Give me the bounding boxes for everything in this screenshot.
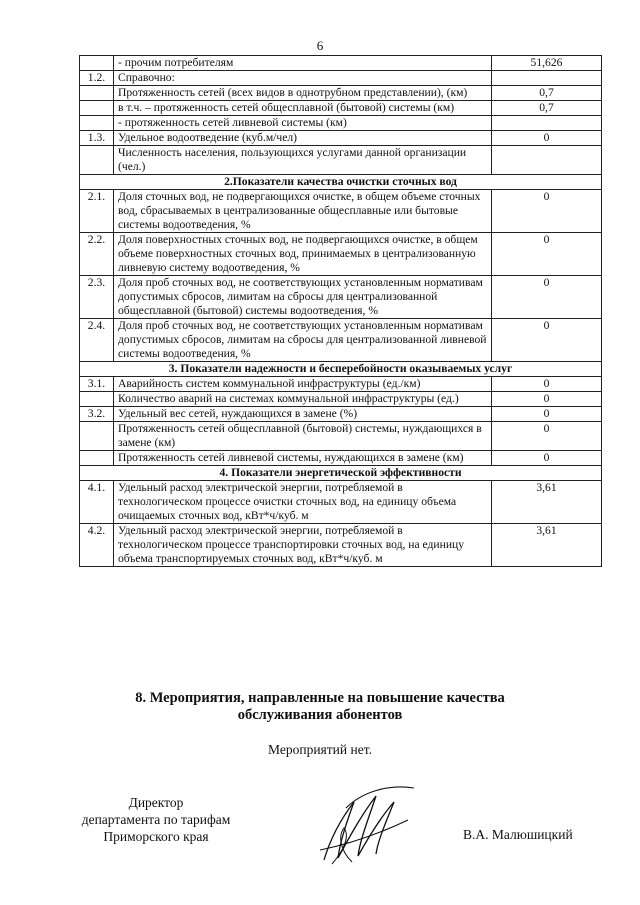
row-value: 3,61: [492, 481, 602, 524]
row-value: 0: [492, 319, 602, 362]
director-line2: департамента по тарифам: [81, 812, 231, 827]
row-description: Удельное водоотведение (куб.м/чел): [114, 131, 492, 146]
table-row: [80, 524, 602, 567]
table-row: [80, 319, 602, 362]
row-number: [80, 116, 114, 131]
section-header-text: 3. Показатели надежности и бесперебойности оказываемых услуг: [80, 362, 602, 377]
table-row: [80, 392, 602, 407]
section-header-row: [80, 362, 602, 377]
table-row: [80, 146, 602, 175]
row-number: 1.3.: [80, 131, 114, 146]
row-number: [80, 101, 114, 116]
section-8-heading-line1: 8. Мероприятия, направленные на повышение качества: [135, 690, 505, 706]
table-row: [80, 101, 602, 116]
row-value: 0: [492, 377, 602, 392]
row-number: [80, 146, 114, 175]
row-number: 1.2.: [80, 71, 114, 86]
row-value: 0: [492, 407, 602, 422]
row-number: 2.4.: [80, 319, 114, 362]
row-value: 0: [492, 451, 602, 466]
row-number: 3.1.: [80, 377, 114, 392]
row-value: 0: [492, 233, 602, 276]
row-description: Удельный вес сетей, нуждающихся в замене (%): [114, 407, 492, 422]
row-value: 0: [492, 392, 602, 407]
row-description: Протяженность сетей общесплавной (бытовой) системы, нуждающихся в замене (км): [114, 422, 492, 451]
section-header-text: 2.Показатели качества очистки сточных вод: [80, 175, 602, 190]
row-number: 4.1.: [80, 481, 114, 524]
row-description: Справочно:: [114, 71, 492, 86]
row-number: [80, 422, 114, 451]
row-value: 0,7: [492, 101, 602, 116]
row-number: 2.3.: [80, 276, 114, 319]
row-value: 0,7: [492, 86, 602, 101]
table-row: [80, 377, 602, 392]
row-value: 0: [492, 131, 602, 146]
table-row: [80, 56, 602, 71]
director-line3: Приморского края: [103, 829, 209, 844]
table-row: [80, 481, 602, 524]
table-row: [80, 86, 602, 101]
row-number: [80, 86, 114, 101]
row-value: [492, 116, 602, 131]
section-header-text: 4. Показатели энергетической эффективности: [80, 466, 602, 481]
table-row: [80, 71, 602, 86]
section-header-row: [80, 175, 602, 190]
section-8-heading: [0, 690, 640, 724]
row-value: 0: [492, 276, 602, 319]
no-events-text: Мероприятий нет.: [268, 742, 372, 757]
table-row: [80, 131, 602, 146]
table-row: [80, 451, 602, 466]
row-description: в т.ч. – протяженность сетей общесплавной (бытовой) системы (км): [114, 101, 492, 116]
row-value: 0: [492, 422, 602, 451]
table-row: [80, 407, 602, 422]
row-description: Количество аварий на системах коммунальной инфраструктуры (ед.): [114, 392, 492, 407]
row-value: 51,626: [492, 56, 602, 71]
table-row: [80, 190, 602, 233]
row-description: Удельный расход электрической энергии, потребляемой в технологическом процессе транспортировки сточных вод, на единицу объема транспортируемых сточных вод, кВт*ч/куб. м: [114, 524, 492, 567]
page-number: 6: [316, 38, 324, 53]
row-description: Удельный расход электрической энергии, потребляемой в технологическом процессе очистки сточных вод, на единицу объема очищаемых сточных вод, кВт*ч/куб. м: [114, 481, 492, 524]
section-8-heading-line2: обслуживания абонентов: [237, 707, 403, 723]
row-description: - протяженность сетей ливневой системы (км): [114, 116, 492, 131]
handwritten-signature: [310, 780, 420, 870]
row-number: 4.2.: [80, 524, 114, 567]
row-description: Доля сточных вод, не подвергающихся очистке, в общем объеме сточных вод, сбрасываемых в централизованные общесплавные или бытовые системы водоотведения, %: [114, 190, 492, 233]
row-description: Численность населения, пользующихся услугами данной организации (чел.): [114, 146, 492, 175]
director-title: [62, 794, 250, 845]
row-description: Доля проб сточных вод, не соответствующих установленным нормативам допустимых сбросов, лимитам на сбросы для централизованной ливневой системы водоотведения, %: [114, 319, 492, 362]
signer-name: В.А. Малюшицкий: [463, 827, 573, 842]
row-number: 2.1.: [80, 190, 114, 233]
row-value: [492, 146, 602, 175]
row-description: Доля проб сточных вод, не соответствующих установленным нормативам допустимых сбросов, лимитам на сбросы для централизованной общесплавной (бытовой) системы водоотведения, %: [114, 276, 492, 319]
director-line1: Директор: [128, 795, 184, 810]
indicators-table: [79, 55, 602, 567]
row-number: 3.2.: [80, 407, 114, 422]
row-description: Протяженность сетей ливневой системы, нуждающихся в замене (км): [114, 451, 492, 466]
row-description: Доля поверхностных сточных вод, не подвергающихся очистке, в общем объеме поверхностных сточных вод, принимаемых в централизованную ливневую систему водоотведения, %: [114, 233, 492, 276]
row-description: Аварийность систем коммунальной инфраструктуры (ед./км): [114, 377, 492, 392]
row-description: Протяженность сетей (всех видов в однотрубном представлении), (км): [114, 86, 492, 101]
row-number: [80, 56, 114, 71]
row-value: 3,61: [492, 524, 602, 567]
table-row: [80, 116, 602, 131]
row-number: [80, 392, 114, 407]
row-value: [492, 71, 602, 86]
section-header-row: [80, 466, 602, 481]
row-number: [80, 451, 114, 466]
table-row: [80, 233, 602, 276]
table-row: [80, 422, 602, 451]
table-row: [80, 276, 602, 319]
row-description: - прочим потребителям: [114, 56, 492, 71]
row-value: 0: [492, 190, 602, 233]
row-number: 2.2.: [80, 233, 114, 276]
